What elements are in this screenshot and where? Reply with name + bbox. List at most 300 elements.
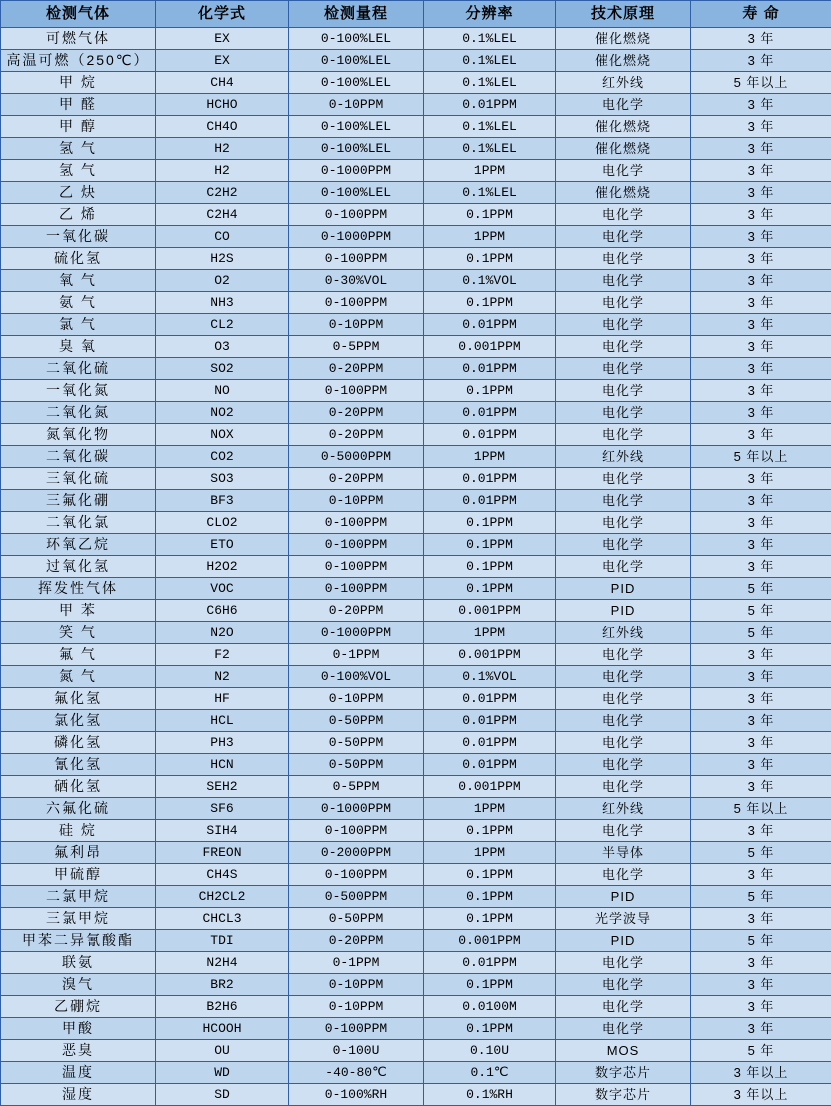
cell-range: 0-10PPM bbox=[289, 94, 424, 116]
cell-formula: CO2 bbox=[156, 446, 289, 468]
cell-principle: 电化学 bbox=[556, 688, 691, 710]
cell-principle: 电化学 bbox=[556, 776, 691, 798]
cell-lifespan: 3 年 bbox=[691, 380, 831, 402]
cell-range: 0-100PPM bbox=[289, 380, 424, 402]
column-header-gas-name: 检测气体 bbox=[1, 1, 156, 28]
cell-resolution: 0.001PPM bbox=[424, 776, 556, 798]
cell-formula: HCL bbox=[156, 710, 289, 732]
cell-range: 0-100%LEL bbox=[289, 72, 424, 94]
cell-range: 0-20PPM bbox=[289, 358, 424, 380]
table-row bbox=[1, 512, 831, 534]
cell-range: 0-50PPM bbox=[289, 732, 424, 754]
cell-formula: WD bbox=[156, 1062, 289, 1084]
cell-range: 0-100%LEL bbox=[289, 138, 424, 160]
cell-range: 0-20PPM bbox=[289, 402, 424, 424]
cell-range: 0-100PPM bbox=[289, 512, 424, 534]
cell-range: 0-10PPM bbox=[289, 974, 424, 996]
cell-lifespan: 3 年 bbox=[691, 116, 831, 138]
cell-principle: 催化燃烧 bbox=[556, 138, 691, 160]
table-row bbox=[1, 72, 831, 94]
cell-resolution: 0.001PPM bbox=[424, 600, 556, 622]
cell-gas-name: 三氧化硫 bbox=[1, 468, 156, 490]
cell-formula: EX bbox=[156, 50, 289, 72]
table-row bbox=[1, 490, 831, 512]
cell-range: 0-100U bbox=[289, 1040, 424, 1062]
cell-principle: 电化学 bbox=[556, 754, 691, 776]
cell-gas-name: 恶臭 bbox=[1, 1040, 156, 1062]
cell-principle: 电化学 bbox=[556, 666, 691, 688]
cell-formula: BF3 bbox=[156, 490, 289, 512]
cell-formula: F2 bbox=[156, 644, 289, 666]
cell-principle: 电化学 bbox=[556, 534, 691, 556]
cell-gas-name: 硅 烷 bbox=[1, 820, 156, 842]
table-row bbox=[1, 578, 831, 600]
cell-range: 0-100PPM bbox=[289, 578, 424, 600]
cell-resolution: 1PPM bbox=[424, 226, 556, 248]
table-row bbox=[1, 446, 831, 468]
cell-resolution: 1PPM bbox=[424, 160, 556, 182]
cell-range: 0-100PPM bbox=[289, 820, 424, 842]
cell-resolution: 0.001PPM bbox=[424, 336, 556, 358]
table-row bbox=[1, 292, 831, 314]
cell-resolution: 0.10U bbox=[424, 1040, 556, 1062]
cell-principle: 电化学 bbox=[556, 490, 691, 512]
cell-resolution: 0.01PPM bbox=[424, 424, 556, 446]
cell-gas-name: 三氟化硼 bbox=[1, 490, 156, 512]
cell-formula: C6H6 bbox=[156, 600, 289, 622]
cell-formula: H2O2 bbox=[156, 556, 289, 578]
cell-range: 0-100PPM bbox=[289, 556, 424, 578]
cell-gas-name: 环氧乙烷 bbox=[1, 534, 156, 556]
cell-principle: PID bbox=[556, 886, 691, 908]
column-header-resolution: 分辨率 bbox=[424, 1, 556, 28]
cell-gas-name: 二氧化氯 bbox=[1, 512, 156, 534]
cell-gas-name: 乙硼烷 bbox=[1, 996, 156, 1018]
cell-principle: PID bbox=[556, 930, 691, 952]
cell-range: 0-30%VOL bbox=[289, 270, 424, 292]
cell-resolution: 0.001PPM bbox=[424, 644, 556, 666]
cell-range: 0-100PPM bbox=[289, 204, 424, 226]
table-row bbox=[1, 116, 831, 138]
cell-principle: 电化学 bbox=[556, 270, 691, 292]
cell-resolution: 0.01PPM bbox=[424, 468, 556, 490]
table-row bbox=[1, 380, 831, 402]
cell-range: 0-50PPM bbox=[289, 754, 424, 776]
table-row bbox=[1, 204, 831, 226]
cell-gas-name: 可燃气体 bbox=[1, 28, 156, 50]
cell-principle: 电化学 bbox=[556, 204, 691, 226]
cell-resolution: 0.1PPM bbox=[424, 534, 556, 556]
cell-principle: 电化学 bbox=[556, 314, 691, 336]
cell-lifespan: 3 年 bbox=[691, 292, 831, 314]
cell-lifespan: 3 年 bbox=[691, 226, 831, 248]
cell-lifespan: 3 年 bbox=[691, 776, 831, 798]
cell-lifespan: 3 年 bbox=[691, 688, 831, 710]
cell-formula: SEH2 bbox=[156, 776, 289, 798]
column-header-formula: 化学式 bbox=[156, 1, 289, 28]
cell-gas-name: 乙 烯 bbox=[1, 204, 156, 226]
cell-resolution: 0.1PPM bbox=[424, 886, 556, 908]
cell-principle: 电化学 bbox=[556, 710, 691, 732]
cell-formula: N2O bbox=[156, 622, 289, 644]
cell-resolution: 0.1PPM bbox=[424, 1018, 556, 1040]
cell-formula: FREON bbox=[156, 842, 289, 864]
table-row bbox=[1, 688, 831, 710]
table-row bbox=[1, 226, 831, 248]
cell-lifespan: 3 年 bbox=[691, 754, 831, 776]
table-row bbox=[1, 864, 831, 886]
cell-lifespan: 3 年 bbox=[691, 644, 831, 666]
cell-principle: 红外线 bbox=[556, 446, 691, 468]
cell-range: 0-100PPM bbox=[289, 534, 424, 556]
table-header-row bbox=[1, 1, 831, 28]
table-row bbox=[1, 1040, 831, 1062]
cell-lifespan: 5 年以上 bbox=[691, 798, 831, 820]
cell-formula: O3 bbox=[156, 336, 289, 358]
cell-formula: CH4S bbox=[156, 864, 289, 886]
table-row bbox=[1, 468, 831, 490]
cell-gas-name: 二氧化氮 bbox=[1, 402, 156, 424]
cell-range: 0-20PPM bbox=[289, 468, 424, 490]
cell-range: 0-100PPM bbox=[289, 864, 424, 886]
cell-range: 0-20PPM bbox=[289, 600, 424, 622]
cell-range: 0-10PPM bbox=[289, 490, 424, 512]
cell-formula: NH3 bbox=[156, 292, 289, 314]
cell-formula: HCN bbox=[156, 754, 289, 776]
cell-formula: NOX bbox=[156, 424, 289, 446]
cell-lifespan: 5 年 bbox=[691, 600, 831, 622]
table-row bbox=[1, 930, 831, 952]
cell-principle: 电化学 bbox=[556, 380, 691, 402]
table-row bbox=[1, 424, 831, 446]
cell-range: 0-50PPM bbox=[289, 710, 424, 732]
cell-gas-name: 二氧化碳 bbox=[1, 446, 156, 468]
cell-principle: 催化燃烧 bbox=[556, 50, 691, 72]
cell-range: 0-50PPM bbox=[289, 908, 424, 930]
cell-formula: CH2CL2 bbox=[156, 886, 289, 908]
table-row bbox=[1, 1084, 831, 1106]
cell-principle: 电化学 bbox=[556, 424, 691, 446]
table-row bbox=[1, 402, 831, 424]
table-row bbox=[1, 820, 831, 842]
cell-resolution: 0.01PPM bbox=[424, 94, 556, 116]
cell-principle: 催化燃烧 bbox=[556, 116, 691, 138]
cell-resolution: 0.001PPM bbox=[424, 930, 556, 952]
cell-lifespan: 3 年 bbox=[691, 50, 831, 72]
cell-formula: TDI bbox=[156, 930, 289, 952]
table-row bbox=[1, 358, 831, 380]
table-row bbox=[1, 28, 831, 50]
cell-resolution: 1PPM bbox=[424, 622, 556, 644]
cell-range: 0-100%LEL bbox=[289, 116, 424, 138]
cell-gas-name: 一氧化氮 bbox=[1, 380, 156, 402]
column-header-range: 检测量程 bbox=[289, 1, 424, 28]
cell-resolution: 0.01PPM bbox=[424, 688, 556, 710]
cell-lifespan: 5 年以上 bbox=[691, 446, 831, 468]
cell-principle: 电化学 bbox=[556, 952, 691, 974]
cell-gas-name: 硒化氢 bbox=[1, 776, 156, 798]
cell-lifespan: 3 年 bbox=[691, 732, 831, 754]
cell-formula: CLO2 bbox=[156, 512, 289, 534]
table-row bbox=[1, 314, 831, 336]
cell-principle: 电化学 bbox=[556, 556, 691, 578]
cell-resolution: 1PPM bbox=[424, 798, 556, 820]
cell-formula: OU bbox=[156, 1040, 289, 1062]
table-row bbox=[1, 270, 831, 292]
cell-resolution: 0.0100M bbox=[424, 996, 556, 1018]
cell-resolution: 0.01PPM bbox=[424, 358, 556, 380]
cell-lifespan: 3 年 bbox=[691, 512, 831, 534]
cell-principle: 电化学 bbox=[556, 732, 691, 754]
cell-gas-name: 硫化氢 bbox=[1, 248, 156, 270]
cell-lifespan: 3 年 bbox=[691, 1018, 831, 1040]
cell-resolution: 0.1PPM bbox=[424, 908, 556, 930]
table-row bbox=[1, 94, 831, 116]
cell-formula: H2 bbox=[156, 138, 289, 160]
cell-lifespan: 3 年 bbox=[691, 490, 831, 512]
cell-gas-name: 甲 醛 bbox=[1, 94, 156, 116]
cell-resolution: 0.01PPM bbox=[424, 732, 556, 754]
table-row bbox=[1, 1062, 831, 1084]
cell-lifespan: 3 年 bbox=[691, 820, 831, 842]
cell-formula: SIH4 bbox=[156, 820, 289, 842]
cell-resolution: 0.1PPM bbox=[424, 864, 556, 886]
cell-gas-name: 溴气 bbox=[1, 974, 156, 996]
cell-resolution: 0.1PPM bbox=[424, 204, 556, 226]
cell-principle: 电化学 bbox=[556, 864, 691, 886]
cell-range: 0-20PPM bbox=[289, 930, 424, 952]
cell-gas-name: 甲酸 bbox=[1, 1018, 156, 1040]
cell-resolution: 0.1PPM bbox=[424, 292, 556, 314]
cell-range: 0-100%VOL bbox=[289, 666, 424, 688]
cell-range: 0-10PPM bbox=[289, 688, 424, 710]
cell-lifespan: 5 年 bbox=[691, 842, 831, 864]
cell-gas-name: 挥发性气体 bbox=[1, 578, 156, 600]
table-row bbox=[1, 710, 831, 732]
cell-principle: 电化学 bbox=[556, 468, 691, 490]
cell-resolution: 0.1PPM bbox=[424, 248, 556, 270]
cell-resolution: 0.1%LEL bbox=[424, 72, 556, 94]
cell-lifespan: 3 年 bbox=[691, 666, 831, 688]
table-row bbox=[1, 248, 831, 270]
cell-formula: CHCL3 bbox=[156, 908, 289, 930]
cell-resolution: 0.01PPM bbox=[424, 314, 556, 336]
cell-range: 0-100PPM bbox=[289, 248, 424, 270]
cell-formula: C2H4 bbox=[156, 204, 289, 226]
cell-principle: 电化学 bbox=[556, 996, 691, 1018]
cell-resolution: 0.1℃ bbox=[424, 1062, 556, 1084]
cell-gas-name: 氟利昂 bbox=[1, 842, 156, 864]
cell-gas-name: 氨 气 bbox=[1, 292, 156, 314]
cell-range: 0-1PPM bbox=[289, 644, 424, 666]
cell-range: 0-5PPM bbox=[289, 336, 424, 358]
cell-range: 0-10PPM bbox=[289, 996, 424, 1018]
cell-range: 0-100%LEL bbox=[289, 50, 424, 72]
cell-gas-name: 甲 醇 bbox=[1, 116, 156, 138]
cell-lifespan: 5 年以上 bbox=[691, 72, 831, 94]
cell-principle: 电化学 bbox=[556, 336, 691, 358]
cell-formula: CH4 bbox=[156, 72, 289, 94]
table-row bbox=[1, 996, 831, 1018]
cell-resolution: 0.1PPM bbox=[424, 974, 556, 996]
column-header-principle: 技术原理 bbox=[556, 1, 691, 28]
table-row bbox=[1, 534, 831, 556]
cell-gas-name: 氮氧化物 bbox=[1, 424, 156, 446]
cell-principle: 半导体 bbox=[556, 842, 691, 864]
cell-lifespan: 3 年 bbox=[691, 336, 831, 358]
table-row bbox=[1, 886, 831, 908]
cell-lifespan: 3 年 bbox=[691, 996, 831, 1018]
cell-formula: NO bbox=[156, 380, 289, 402]
table-header bbox=[1, 1, 831, 28]
cell-gas-name: 三氯甲烷 bbox=[1, 908, 156, 930]
cell-range: 0-1000PPM bbox=[289, 226, 424, 248]
cell-gas-name: 过氧化氢 bbox=[1, 556, 156, 578]
cell-range: 0-1000PPM bbox=[289, 160, 424, 182]
table-row bbox=[1, 842, 831, 864]
cell-formula: VOC bbox=[156, 578, 289, 600]
cell-gas-name: 乙 炔 bbox=[1, 182, 156, 204]
cell-lifespan: 3 年 bbox=[691, 556, 831, 578]
table-row bbox=[1, 556, 831, 578]
cell-resolution: 0.1PPM bbox=[424, 512, 556, 534]
cell-gas-name: 氟化氢 bbox=[1, 688, 156, 710]
cell-lifespan: 3 年 bbox=[691, 28, 831, 50]
cell-resolution: 1PPM bbox=[424, 446, 556, 468]
cell-principle: PID bbox=[556, 578, 691, 600]
table-row bbox=[1, 776, 831, 798]
cell-gas-name: 氢 气 bbox=[1, 160, 156, 182]
cell-formula: HCOOH bbox=[156, 1018, 289, 1040]
cell-range: 0-100%RH bbox=[289, 1084, 424, 1106]
cell-gas-name: 甲苯二异氰酸酯 bbox=[1, 930, 156, 952]
cell-principle: 电化学 bbox=[556, 820, 691, 842]
cell-formula: EX bbox=[156, 28, 289, 50]
cell-lifespan: 3 年 bbox=[691, 424, 831, 446]
table-row bbox=[1, 798, 831, 820]
cell-lifespan: 5 年 bbox=[691, 578, 831, 600]
table-row bbox=[1, 182, 831, 204]
cell-formula: N2 bbox=[156, 666, 289, 688]
table-row bbox=[1, 644, 831, 666]
cell-gas-name: 磷化氢 bbox=[1, 732, 156, 754]
cell-gas-name: 臭 氧 bbox=[1, 336, 156, 358]
column-header-lifespan: 寿 命 bbox=[691, 1, 831, 28]
cell-range: 0-1000PPM bbox=[289, 798, 424, 820]
cell-gas-name: 二氯甲烷 bbox=[1, 886, 156, 908]
cell-gas-name: 氯 气 bbox=[1, 314, 156, 336]
cell-lifespan: 3 年 bbox=[691, 314, 831, 336]
cell-formula: SO3 bbox=[156, 468, 289, 490]
cell-principle: 电化学 bbox=[556, 358, 691, 380]
cell-principle: 电化学 bbox=[556, 94, 691, 116]
cell-lifespan: 3 年 bbox=[691, 270, 831, 292]
table-row bbox=[1, 666, 831, 688]
cell-principle: 光学波导 bbox=[556, 908, 691, 930]
cell-resolution: 0.1%LEL bbox=[424, 182, 556, 204]
table-row bbox=[1, 50, 831, 72]
cell-lifespan: 3 年 bbox=[691, 908, 831, 930]
cell-principle: 数字芯片 bbox=[556, 1062, 691, 1084]
cell-formula: C2H2 bbox=[156, 182, 289, 204]
cell-gas-name: 温度 bbox=[1, 1062, 156, 1084]
cell-formula: ETO bbox=[156, 534, 289, 556]
table-row bbox=[1, 754, 831, 776]
cell-principle: 红外线 bbox=[556, 72, 691, 94]
cell-range: 0-1PPM bbox=[289, 952, 424, 974]
cell-resolution: 0.1%VOL bbox=[424, 666, 556, 688]
cell-range: 0-100PPM bbox=[289, 292, 424, 314]
cell-gas-name: 笑 气 bbox=[1, 622, 156, 644]
table-row bbox=[1, 952, 831, 974]
cell-gas-name: 湿度 bbox=[1, 1084, 156, 1106]
cell-lifespan: 3 年 bbox=[691, 204, 831, 226]
cell-gas-name: 氢 气 bbox=[1, 138, 156, 160]
cell-gas-name: 氰化氢 bbox=[1, 754, 156, 776]
cell-gas-name: 一氧化碳 bbox=[1, 226, 156, 248]
cell-principle: 催化燃烧 bbox=[556, 28, 691, 50]
cell-principle: 电化学 bbox=[556, 292, 691, 314]
cell-formula: CO bbox=[156, 226, 289, 248]
cell-gas-name: 六氟化硫 bbox=[1, 798, 156, 820]
cell-principle: PID bbox=[556, 600, 691, 622]
cell-resolution: 0.01PPM bbox=[424, 754, 556, 776]
table-body bbox=[1, 28, 831, 1106]
cell-range: 0-5000PPM bbox=[289, 446, 424, 468]
cell-resolution: 0.1%LEL bbox=[424, 138, 556, 160]
cell-lifespan: 3 年 bbox=[691, 710, 831, 732]
table-row bbox=[1, 336, 831, 358]
table-row bbox=[1, 622, 831, 644]
cell-lifespan: 3 年 bbox=[691, 974, 831, 996]
cell-principle: 电化学 bbox=[556, 644, 691, 666]
table-row bbox=[1, 600, 831, 622]
cell-formula: SO2 bbox=[156, 358, 289, 380]
cell-principle: 电化学 bbox=[556, 160, 691, 182]
cell-principle: 电化学 bbox=[556, 974, 691, 996]
cell-resolution: 0.1%VOL bbox=[424, 270, 556, 292]
cell-formula: HCHO bbox=[156, 94, 289, 116]
cell-lifespan: 5 年 bbox=[691, 930, 831, 952]
cell-gas-name: 氯化氢 bbox=[1, 710, 156, 732]
cell-gas-name: 氟 气 bbox=[1, 644, 156, 666]
cell-formula: PH3 bbox=[156, 732, 289, 754]
cell-lifespan: 3 年 bbox=[691, 534, 831, 556]
cell-gas-name: 甲 苯 bbox=[1, 600, 156, 622]
cell-formula: CL2 bbox=[156, 314, 289, 336]
cell-lifespan: 3 年 bbox=[691, 160, 831, 182]
cell-resolution: 0.1PPM bbox=[424, 820, 556, 842]
cell-formula: H2 bbox=[156, 160, 289, 182]
cell-principle: 红外线 bbox=[556, 798, 691, 820]
cell-resolution: 0.01PPM bbox=[424, 490, 556, 512]
cell-gas-name: 二氧化硫 bbox=[1, 358, 156, 380]
cell-range: 0-100PPM bbox=[289, 1018, 424, 1040]
cell-gas-name: 甲 烷 bbox=[1, 72, 156, 94]
cell-formula: BR2 bbox=[156, 974, 289, 996]
cell-gas-name: 氧 气 bbox=[1, 270, 156, 292]
cell-resolution: 0.1PPM bbox=[424, 578, 556, 600]
cell-principle: 电化学 bbox=[556, 1018, 691, 1040]
cell-formula: H2S bbox=[156, 248, 289, 270]
cell-lifespan: 5 年 bbox=[691, 886, 831, 908]
cell-range: 0-100%LEL bbox=[289, 182, 424, 204]
cell-lifespan: 3 年以上 bbox=[691, 1062, 831, 1084]
cell-principle: MOS bbox=[556, 1040, 691, 1062]
cell-resolution: 0.1PPM bbox=[424, 380, 556, 402]
cell-formula: HF bbox=[156, 688, 289, 710]
cell-formula: B2H6 bbox=[156, 996, 289, 1018]
